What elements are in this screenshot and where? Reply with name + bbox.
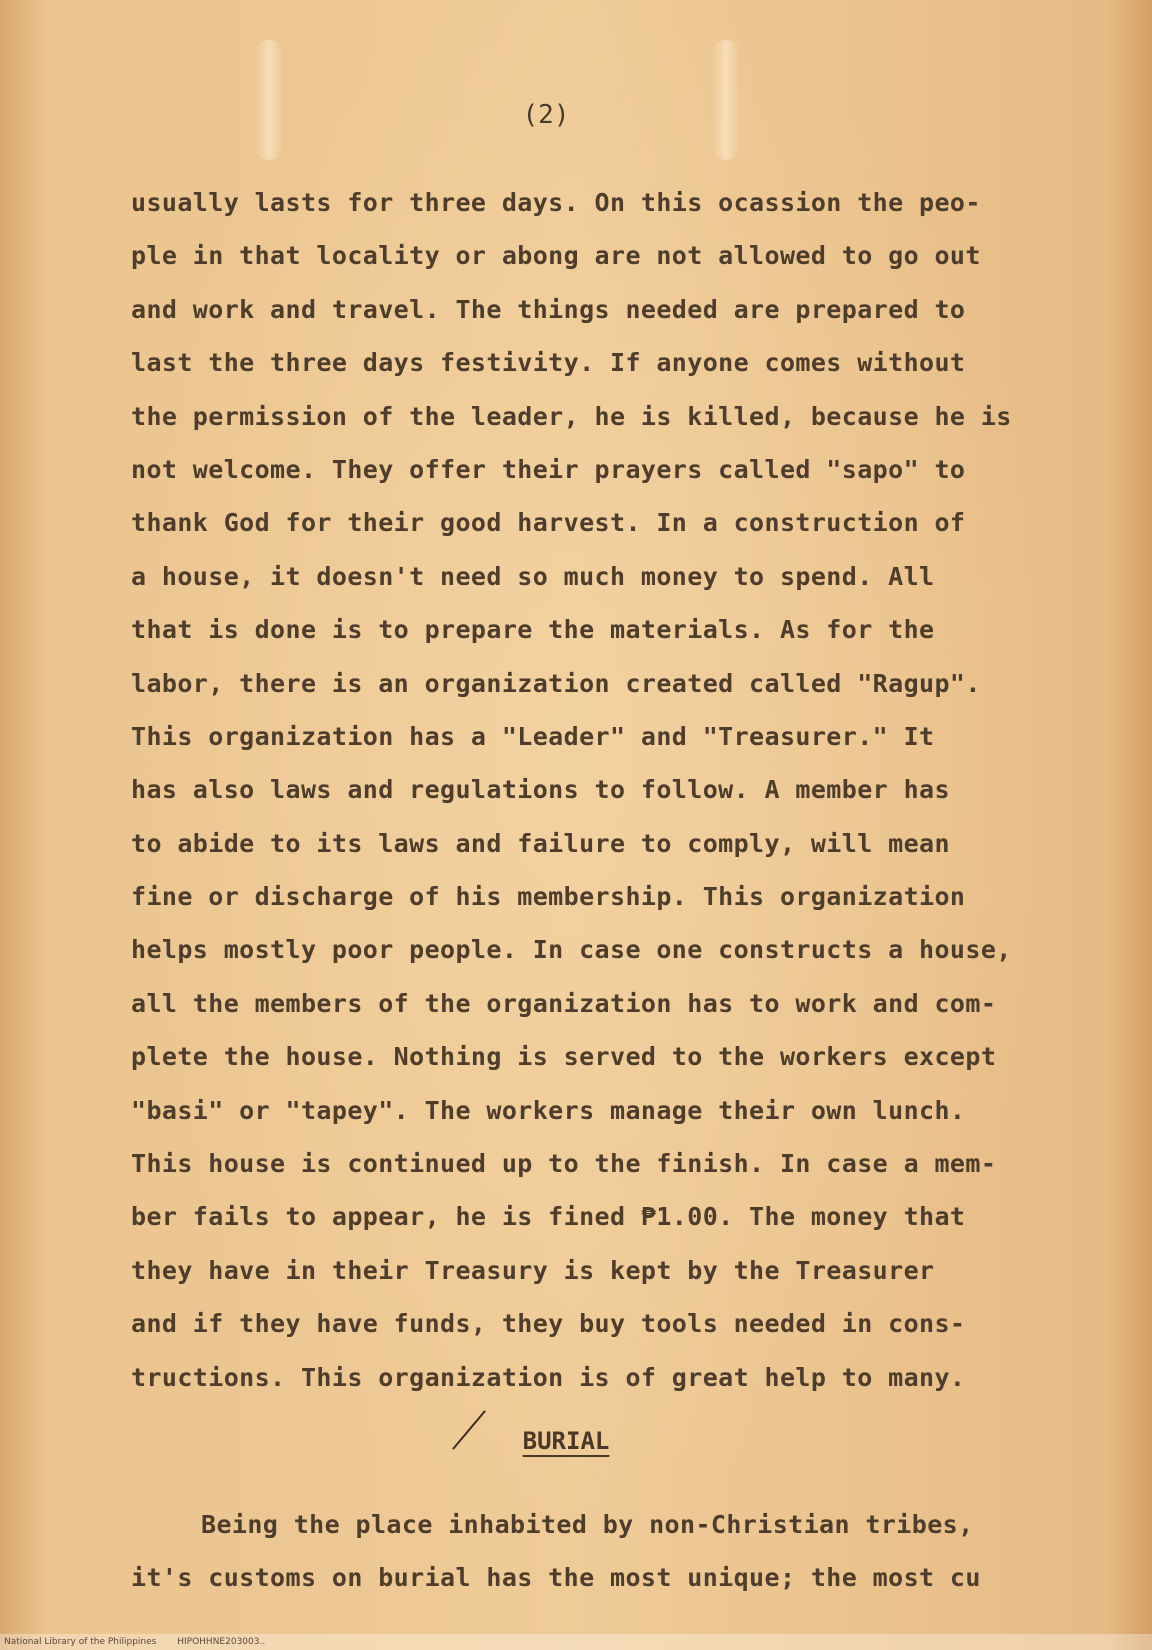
text-line: helps mostly poor people. In case one constructs a house, [131,935,1012,965]
section-body [131,1498,1061,1605]
text-line: plete the house. Nothing is served to the workers except [131,1042,997,1072]
text-line: last the three days festivity. If anyone comes without [131,348,966,378]
text-line: has also laws and regulations to follow. A member has [131,775,950,805]
text-line: ber fails to appear, he is fined ₱1.00. The money that [131,1202,966,1232]
text-line: a house, it doesn't need so much money to spend. All [131,561,935,591]
text-line: "basi" or "tapey". The workers manage their own lunch. [131,1095,966,1125]
text-line: tructions. This organization is of great help to many. [131,1362,966,1392]
text-line: This organization has a "Leader" and "Treasurer." It [131,721,935,751]
body-text [131,176,1061,1404]
text-line: all the members of the organization has to work and com- [131,988,997,1018]
text-line: and if they have funds, they buy tools needed in cons- [131,1309,966,1339]
text-line: ple in that locality or abong are not allowed to go out [131,241,981,271]
archive-code: HIPOHHNE203003.. [177,1637,266,1647]
text-line: not welcome. They offer their prayers called "sapo" to [131,454,966,484]
text-line: it's customs on burial has the most unique; the most cu [131,1563,981,1593]
text-line: Being the place inhabited by non-Christian tribes, [201,1510,974,1539]
text-line: fine or discharge of his membership. This organization [131,882,966,912]
text-line: that is done is to prepare the materials. As for the [131,615,935,645]
text-line: labor, there is an organization created called "Ragup". [131,668,981,698]
page-number: (2) [522,100,570,130]
section-heading: BURIAL [522,1427,610,1455]
text-line: the permission of the leader, he is killed, because he is [131,401,1012,431]
text-line: they have in their Treasury is kept by the Treasurer [131,1255,935,1285]
text-line: usually lasts for three days. On this ocassion the peo- [131,188,981,217]
text-line: and work and travel. The things needed are prepared to [131,294,966,324]
text-line: This house is continued up to the finish. In case a mem- [131,1149,997,1179]
text-line: thank God for their good harvest. In a construction of [131,508,966,538]
library-credit: National Library of the Philippines [4,1637,157,1647]
text-line: to abide to its laws and failure to comply, will mean [131,828,950,858]
archive-footer [0,1634,1152,1650]
